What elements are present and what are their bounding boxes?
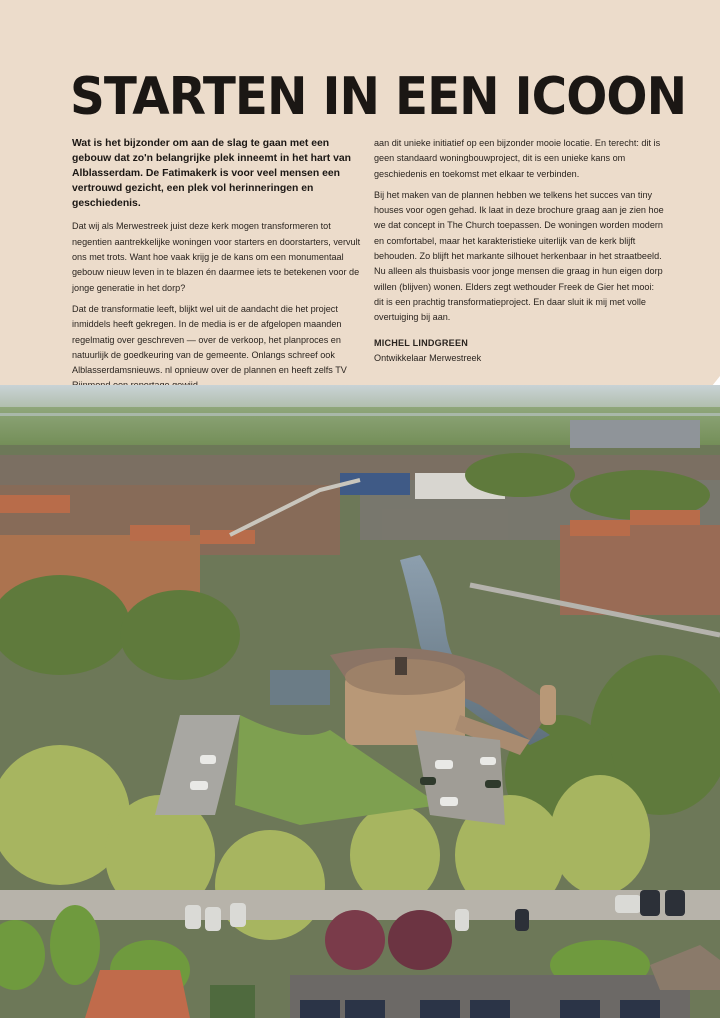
article-header-area bbox=[0, 0, 720, 385]
aerial-photo-illustration bbox=[0, 385, 720, 1018]
page-title: STARTEN IN EEN ICOON bbox=[70, 67, 687, 127]
signature-name: MICHEL LINDGREEN bbox=[374, 337, 468, 348]
body-paragraph: Dat de transformatie leeft, blijkt wel uit de aandacht die het project inmiddels heeft gekregen. In de media is er de afgelopen maanden regelmatig over geschreven — over de verkoop, het planproces en natuurlijk de goedkeuring van de gemeente. Onlangs schreef ook Alblasserdamsnieuws. nl opnieuw over de plannen en heeft zelfs TV bbox=[72, 303, 347, 376]
aerial-photo bbox=[0, 385, 720, 1018]
body-paragraph: Bij het maken van de plannen hebben we telkens het succes van tiny houses voor ogen gehad. Ik laat in deze brochure graag aan je zien hoe we dat concept in The Church toepassen. De woningen worden modern en comfortabel, maar het karakteristieke uiterlijk van de kerk blijft behouden. Zo blijft het markante silhouet herkenbaar in het straatbeeld. Nu alleen als thuisbasis voor jonge mensen die graag in hun eigen dorp willen (blijven) wonen. Elders zegt wethouder Freek de Gier het mooi: dit is een prachtig transformatieproject. En daar sluit ik mij met volle overtuiging bij aan. bbox=[374, 189, 664, 323]
body-paragraph: aan dit unieke initiatief op een bijzonder mooie locatie. En terecht: dit is geen standaard woningbouwproject, dit is een unieke kans om geschiedenis en toekomst met elkaar te verbinden. bbox=[374, 138, 661, 179]
body-paragraph: Dat wij als Merwestreek juist deze kerk mogen transformeren tot negentien aantrekkelijke woningen voor starters en doorstarters, vervult ons met trots. Want hoe vaak krijg je de kans om een monumentaal gebouw nieuw leven in te blazen én daarmee iets te betekenen voor de jonge generatie in het dorp? bbox=[72, 221, 361, 293]
text-column-right bbox=[374, 136, 666, 366]
lead-paragraph: Wat is het bijzonder om aan de slag te gaan met een gebouw dat zo'n belangrijke plek inneemt in het hart van Alblasserdam. De Fatimakerk is voor veel mensen een vertrouwd gezicht, een plek vol herinneringen en geschiedenis. bbox=[72, 138, 352, 210]
text-column-left bbox=[72, 136, 362, 400]
signature-role: Ontwikkelaar Merwestreek bbox=[374, 352, 482, 363]
